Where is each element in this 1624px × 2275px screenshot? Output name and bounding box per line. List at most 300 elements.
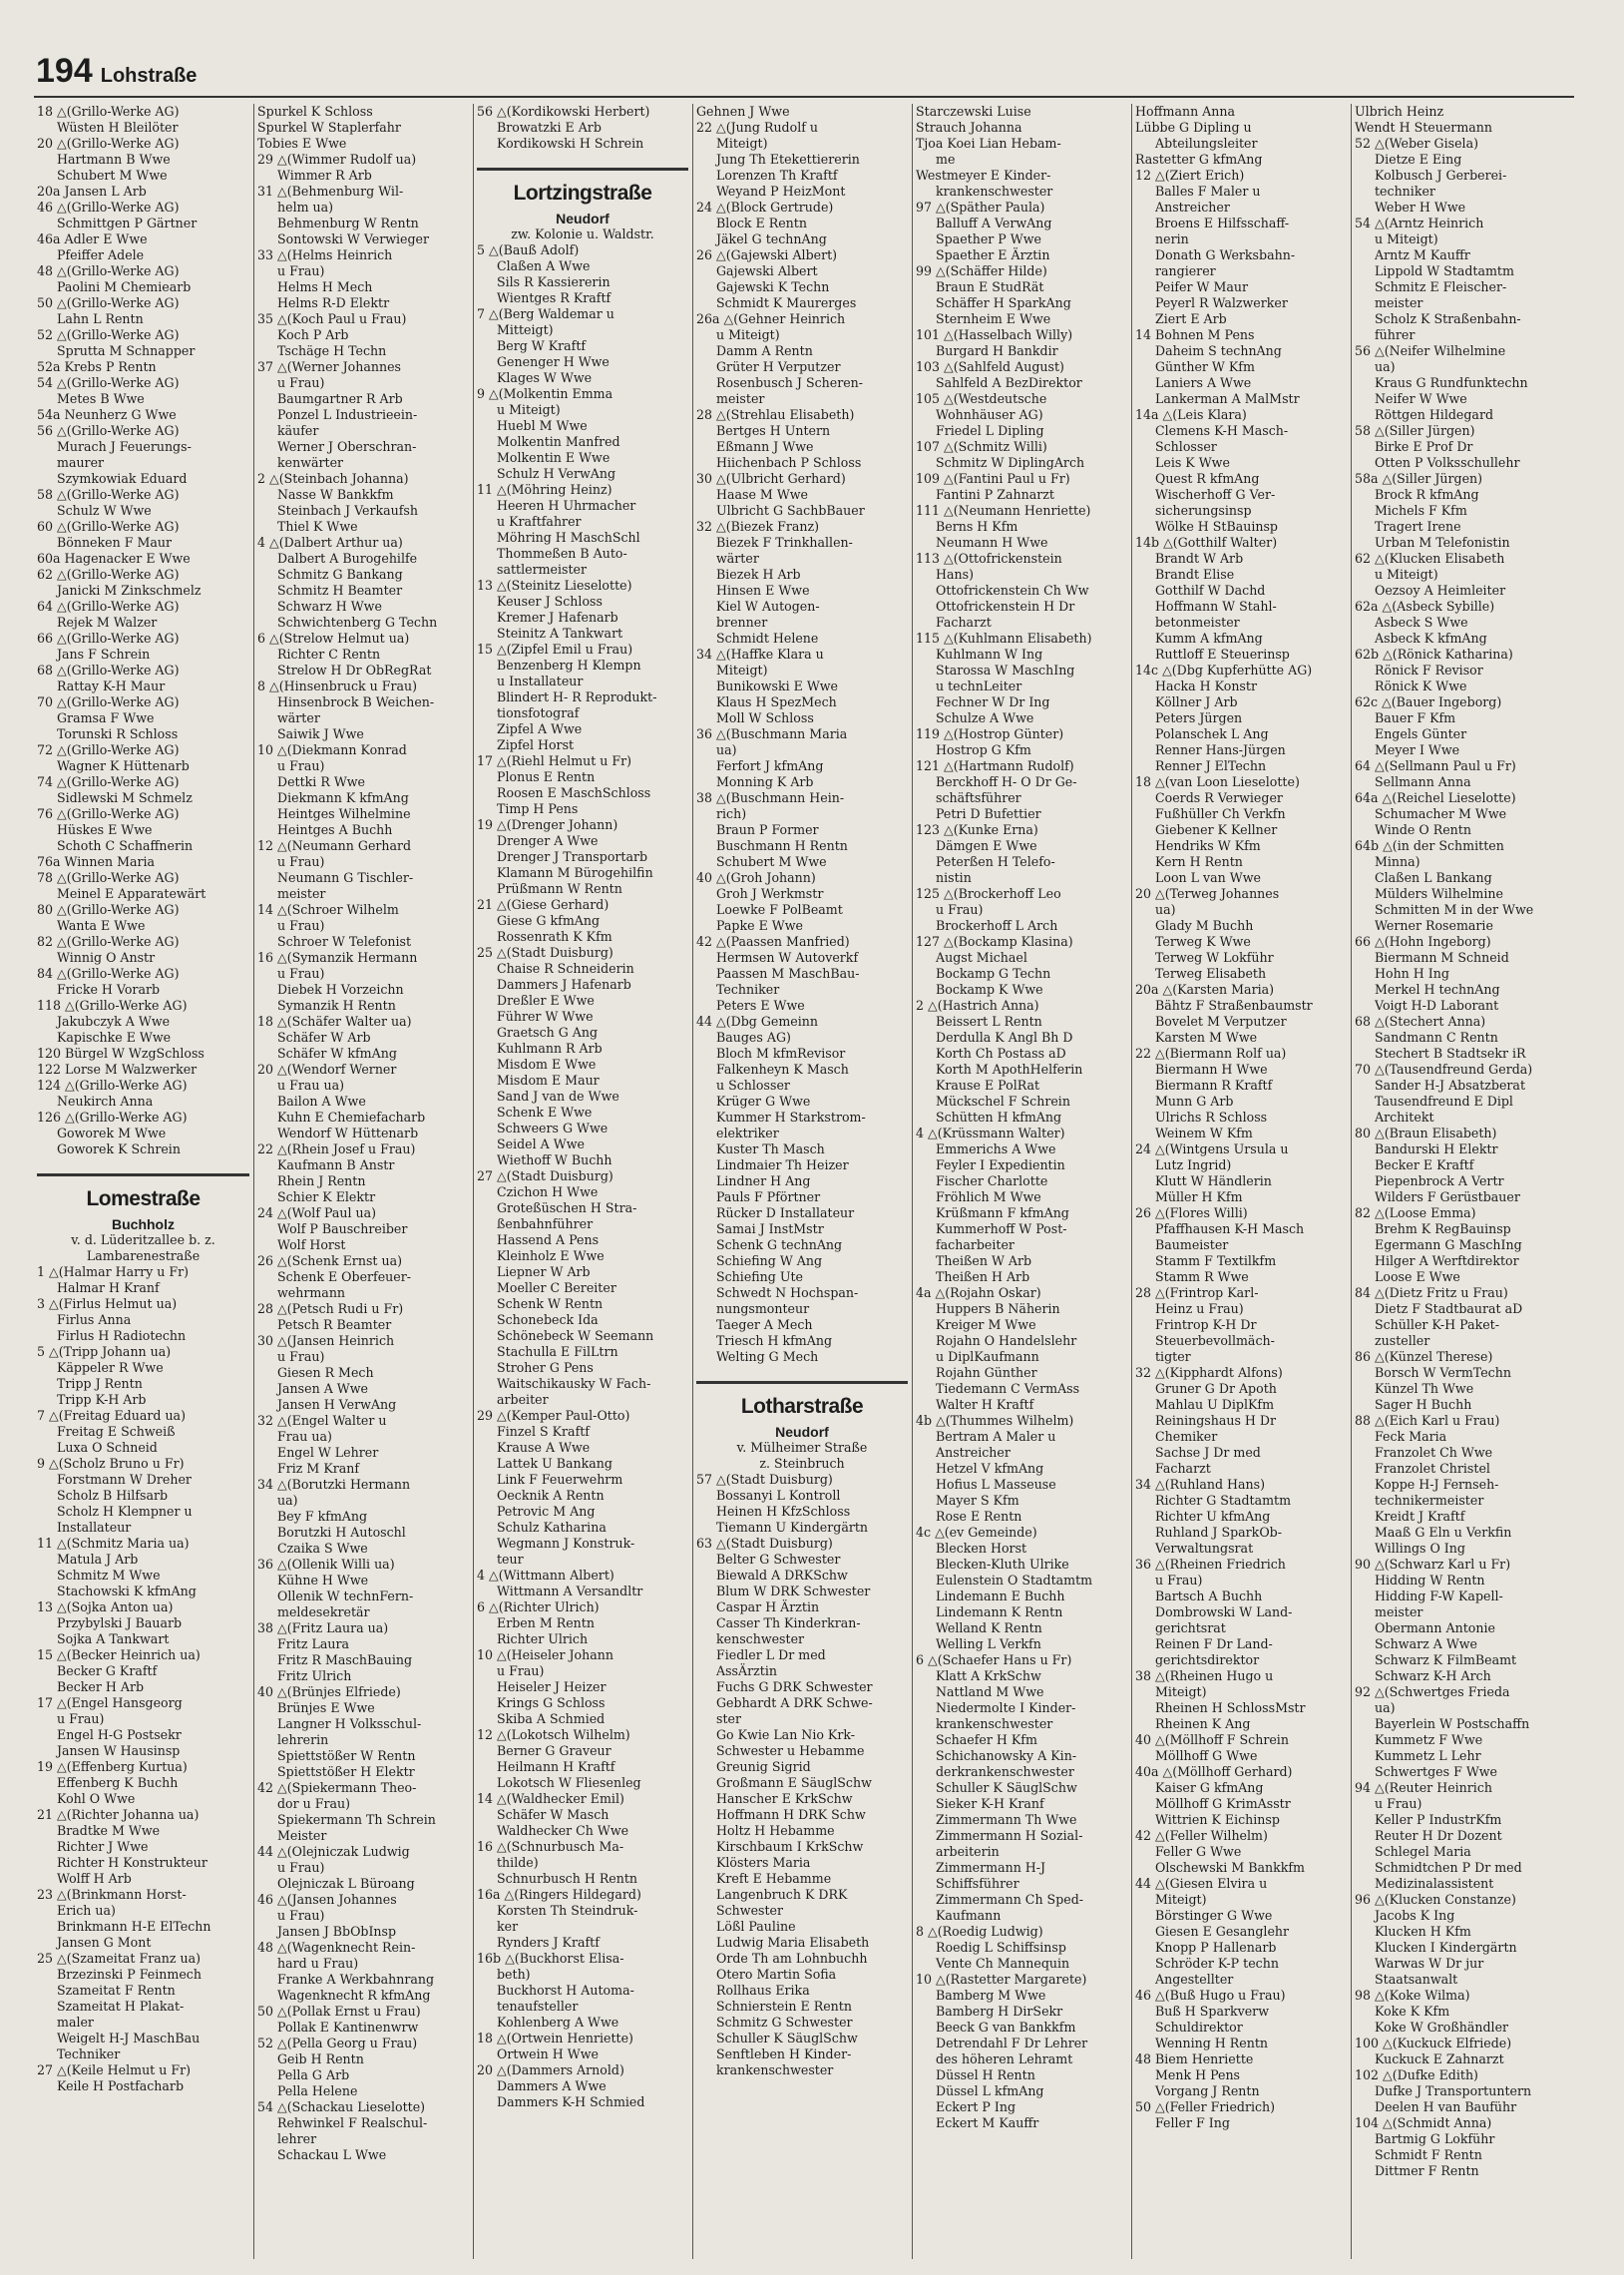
resident-entry: u Miteigt) [1375, 567, 1438, 582]
resident-entry: Schwertges F Wwe [1375, 1764, 1498, 1779]
resident-entry: wärter [716, 551, 759, 566]
resident-entry: Metes B Wwe [57, 391, 145, 406]
resident-entry: krankenschwester [716, 2062, 834, 2077]
resident-entry: Wimmer R Arb [277, 168, 372, 183]
resident-entry: u technLeiter [936, 679, 1022, 693]
resident-entry: Fischer Charlotte [936, 1173, 1048, 1188]
resident-entry: Lindemann E Buchh [936, 1589, 1065, 1603]
resident-entry: Schaefer H Kfm [936, 1732, 1037, 1747]
resident-entry: Schröder K-P techn [1155, 1956, 1279, 1971]
resident-entry: Mülders Wilhelmine [1375, 886, 1503, 901]
resident-entry: Molkentin E Wwe [497, 450, 610, 465]
resident-entry: Senftleben H Kinder- [716, 2047, 852, 2061]
house-entry: 50 △(Feller Friedrich) [1135, 2099, 1276, 2114]
resident-entry: brenner [716, 615, 768, 630]
resident-entry: Link F Feuerwehrm [497, 1472, 623, 1487]
directory-column-4 [692, 104, 912, 2259]
resident-entry: Winde O Rentn [1375, 822, 1471, 837]
resident-entry: Medizinalassistent [1375, 1876, 1494, 1891]
house-entry: 40 △(Möllhoff F Schrein [1135, 1732, 1289, 1747]
resident-entry: krankenschwester [936, 184, 1053, 199]
resident-entry: Kirschbaum I KrkSchw [716, 1839, 864, 1854]
resident-entry: Wientges R Kraftf [497, 290, 611, 305]
resident-entry: nungsmonteur [716, 1301, 810, 1316]
resident-entry: Reiningshaus H Dr [1155, 1413, 1277, 1428]
house-entry: 64b △(in der Schmitten [1355, 838, 1504, 853]
resident-entry: Giebener K Kellner [1155, 822, 1278, 837]
resident-entry: Langenbruch K DRK [716, 1887, 848, 1902]
resident-entry: Fritz Laura [277, 1636, 349, 1651]
resident-entry: Düssel H Rentn [936, 2067, 1035, 2082]
resident-entry: Brandt W Arb [1155, 551, 1244, 566]
directory-column-6 [1131, 104, 1351, 2259]
page-header [36, 52, 197, 96]
resident-entry: Schnurbusch H Rentn [497, 1871, 638, 1886]
resident-entry: Bähtz F Straßenbaumstr [1155, 998, 1313, 1013]
resident-entry: Spaether P Wwe [936, 231, 1041, 246]
resident-entry: Sontowski W Verwieger [277, 231, 430, 246]
resident-entry: Schier K Elektr [277, 1189, 376, 1204]
resident-entry: Tripp K-H Arb [57, 1392, 147, 1407]
resident-entry: Biewald A DRKSchw [716, 1568, 848, 1583]
resident-entry: Welling L Verkfn [936, 1636, 1041, 1651]
resident-entry: meister [716, 391, 765, 406]
resident-entry: Gruner G Dr Apoth [1155, 1381, 1277, 1396]
resident-entry: Schmitz H Beamter [277, 583, 403, 598]
resident-entry: Biermann M Schneid [1375, 950, 1509, 965]
resident-entry: Taeger A Mech [716, 1317, 813, 1332]
resident-entry: Glady M Buchh [1155, 918, 1254, 933]
house-entry: 25 △(Szameitat Franz ua) [37, 1951, 202, 1966]
resident-entry: Klages W Wwe [497, 370, 593, 385]
street-location: v. Mülheimer Straße [736, 1440, 868, 1455]
directory-column-2 [253, 104, 473, 2259]
resident-entry: Keuser J Schloss [497, 594, 603, 609]
resident-entry: Schäffer H SparkAng [936, 295, 1071, 310]
house-entry: 96 △(Klucken Constanze) [1355, 1892, 1516, 1907]
resident-entry: ster [716, 1711, 741, 1726]
house-entry: 26 △(Gajewski Albert) [696, 247, 838, 262]
house-entry: 13 △(Sojka Anton ua) [37, 1599, 174, 1614]
house-entry: 56 △(Kordikowski Herbert) [477, 104, 650, 119]
resident-entry: nistin [936, 870, 972, 885]
house-entry: 18 △(van Loon Lieselotte) [1135, 774, 1300, 789]
house-entry: 16 △(Symanzik Hermann [257, 950, 418, 965]
resident-entry: Samai J InstMstr [716, 1221, 824, 1236]
resident-entry: Weinem W Kfm [1155, 1126, 1253, 1140]
resident-entry: Dammers J Hafenarb [497, 977, 631, 992]
resident-entry: Pauls F Pförtner [716, 1189, 821, 1204]
resident-entry: Klamann M Bürogehilfin [497, 865, 653, 880]
resident-entry: Günther W Kfm [1155, 359, 1255, 374]
resident-entry: Eßmann J Wwe [716, 439, 814, 454]
resident-entry: Hidding F-W Kapell- [1375, 1589, 1503, 1603]
house-entry: 46 △(Grillo-Werke AG) [37, 200, 180, 215]
resident-entry: arbeiter [497, 1392, 549, 1407]
resident-entry: Fuchs G DRK Schwester [716, 1679, 873, 1694]
house-entry: 94 △(Reuter Heinrich [1355, 1780, 1492, 1795]
house-entry: 68 △(Stechert Anna) [1355, 1014, 1486, 1029]
house-entry: 82 △(Loose Emma) [1355, 1205, 1476, 1220]
resident-entry: Lindner H Ang [716, 1173, 811, 1188]
resident-entry: Prüßmann W Rentn [497, 881, 622, 896]
resident-entry: Otten P Volksschullehr [1375, 455, 1520, 470]
house-entry: 38 △(Rheinen Hugo u [1135, 1668, 1274, 1683]
resident-entry: Fröhlich M Wwe [936, 1189, 1041, 1204]
house-entry: 18 △(Ortwein Henriette) [477, 2031, 633, 2046]
house-entry: 40a △(Möllhoff Gerhard) [1135, 1764, 1293, 1779]
house-entry: 62b △(Rönick Katharina) [1355, 647, 1513, 662]
resident-entry: Biezek H Arb [716, 567, 801, 582]
house-entry: 23 △(Brinkmann Horst- [37, 1887, 187, 1902]
resident-entry: Rollhaus Erika [716, 1983, 810, 1998]
house-entry: 54a Neunherz G Wwe [37, 407, 177, 422]
resident-entry: Becker H Arb [57, 1679, 145, 1694]
resident-entry: Szymkowiak Eduard [57, 471, 188, 486]
house-entry: 52 △(Grillo-Werke AG) [37, 327, 180, 342]
resident-entry: Schenk E Oberfeuer- [277, 1269, 411, 1284]
resident-entry: Weber H Wwe [1375, 200, 1466, 215]
resident-entry: Schulz W Wwe [57, 503, 152, 518]
resident-entry: Künzel Th Wwe [1375, 1381, 1474, 1396]
resident-entry: Jacobs K Ing [1375, 1908, 1455, 1923]
resident-entry: Schmitz G Bankang [277, 567, 403, 582]
resident-entry: Rhein J Rentn [277, 1173, 366, 1188]
resident-entry: Brzezinski P Feinmech [57, 1967, 202, 1982]
house-entry: 78 △(Grillo-Werke AG) [37, 870, 180, 885]
resident-entry: u Miteigt) [716, 327, 780, 342]
resident-entry: Kraus G Rundfunktechn [1375, 375, 1528, 390]
resident-entry: Brandt Elise [1155, 567, 1235, 582]
resident-entry: Kummetz F Wwe [1375, 1732, 1483, 1747]
resident-entry: Mayer S Kfm [936, 1493, 1019, 1508]
resident-entry: derkrankenschwester [936, 1764, 1074, 1779]
resident-entry: Finzel S Kraftf [497, 1424, 590, 1439]
resident-entry: tigter [1155, 1349, 1191, 1364]
resident-entry: Blindert H- R Reprodukt- [497, 689, 657, 704]
resident-entry: Jansen J BbObInsp [277, 1924, 397, 1939]
resident-entry: sicherungsinsp [1155, 503, 1252, 518]
house-entry: 4 △(Wittmann Albert) [477, 1568, 614, 1583]
resident-entry: Merkel H technAng [1375, 982, 1500, 997]
house-entry: 5 △(Tripp Johann ua) [37, 1344, 172, 1359]
resident-entry: Pella G Arb [277, 2067, 350, 2082]
columns-container [34, 104, 1576, 2259]
house-entry: 54 △(Arntz Heinrich [1355, 216, 1484, 230]
resident-entry: Fritz R MaschBauing [277, 1652, 413, 1667]
resident-entry: maler [57, 2015, 94, 2030]
house-entry: 2 △(Hastrich Anna) [916, 998, 1039, 1013]
resident-entry: Schäfer W Masch [497, 1807, 609, 1822]
resident-entry: Rosenbusch J Scheren- [716, 375, 864, 390]
resident-entry: techniker [1375, 184, 1435, 199]
house-entry: 48 △(Wagenknecht Rein- [257, 1940, 416, 1955]
house-entry: 14 △(Schroer Wilhelm [257, 902, 399, 917]
resident-entry: Obermann Antonie [1375, 1620, 1495, 1635]
resident-entry: Warwas W Dr jur [1375, 1956, 1484, 1971]
resident-entry: Hoffmann W Stahl- [1155, 599, 1277, 614]
resident-entry: Niedermolte I Kinder- [936, 1700, 1076, 1715]
house-entry: 4b △(Thummes Wilhelm) [916, 1413, 1074, 1428]
resident-entry: Schiefing W Ang [716, 1253, 823, 1268]
house-entry: 46 △(Buß Hugo u Frau) [1135, 1988, 1286, 2003]
resident-entry: Genenger H Wwe [497, 354, 609, 369]
house-entry: 4 △(Dalbert Arthur ua) [257, 535, 403, 550]
house-entry: 26 △(Schenk Ernst ua) [257, 1253, 403, 1268]
resident-entry: Kuster Th Masch [716, 1141, 825, 1156]
resident-entry: Richter G Stadtamtm [1155, 1493, 1292, 1508]
resident-entry: Terweg Elisabeth [1155, 966, 1267, 981]
house-entry: 66 △(Hohn Ingeborg) [1355, 934, 1491, 949]
resident-entry: Jansen A Wwe [277, 1381, 368, 1396]
house-entry: 22 △(Jung Rudolf u [696, 120, 819, 135]
resident-entry: Stamm F Textilkfm [1155, 1253, 1277, 1268]
resident-entry: Architekt [1375, 1110, 1434, 1125]
house-entry: 104 △(Schmidt Anna) [1355, 2115, 1492, 2130]
resident-entry: Werner J Oberschran- [277, 439, 417, 454]
resident-entry: Rejek M Walzer [57, 615, 158, 630]
resident-entry: Verwaltungsrat [1155, 1541, 1254, 1556]
resident-entry: Chemiker [1155, 1429, 1218, 1444]
resident-entry: Firlus H Radiotechn [57, 1328, 187, 1343]
resident-entry: Holtz H Hebamme [716, 1823, 835, 1838]
house-entry: 74 △(Grillo-Werke AG) [37, 774, 180, 789]
resident-entry: Szameitat F Rentn [57, 1983, 176, 1998]
house-entry: 119 △(Hostrop Günter) [916, 726, 1064, 741]
resident-entry: Biezek F Trinkhallen- [716, 535, 853, 550]
house-entry: 29 △(Kemper Paul-Otto) [477, 1408, 630, 1423]
house-entry: 15 △(Becker Heinrich ua) [37, 1647, 201, 1662]
resident-entry: Rehwinkel F Realschul- [277, 2115, 428, 2130]
house-entry: Wendt H Steuermann [1355, 120, 1492, 135]
resident-entry: hard u Frau) [277, 1956, 359, 1971]
resident-entry: Emmerichs A Wwe [936, 1141, 1056, 1156]
resident-entry: Asbeck K kfmAng [1375, 631, 1487, 646]
resident-entry: Wenning H Rentn [1155, 2036, 1268, 2050]
resident-entry: Thommeßen B Auto- [497, 546, 627, 561]
resident-entry: Berns H Kfm [936, 519, 1018, 534]
resident-entry: Burgard H Bankdir [936, 343, 1058, 358]
resident-entry: Frau ua) [277, 1429, 332, 1444]
resident-entry: Borutzki H Autoschl [277, 1525, 406, 1540]
house-entry: 46a Adler E Wwe [37, 231, 148, 246]
resident-entry: Freitag E Schweiß [57, 1424, 176, 1439]
resident-entry: Block E Rentn [716, 216, 807, 230]
house-entry: 6 △(Strelow Helmut ua) [257, 631, 410, 646]
house-entry: Gehnen J Wwe [696, 104, 790, 119]
resident-entry: Schwedt N Hochspan- [716, 1285, 859, 1300]
house-entry: 70 △(Tausendfreund Gerda) [1355, 1062, 1533, 1077]
house-entry: 42 △(Feller Wilhelm) [1135, 1828, 1268, 1843]
resident-entry: Sellmann Anna [1375, 774, 1471, 789]
house-entry: 28 △(Petsch Rudi u Fr) [257, 1301, 404, 1316]
resident-entry: Greunig Sigrid [716, 1759, 811, 1774]
resident-entry: Heilmann H Kraftf [497, 1759, 615, 1774]
house-entry: 24 △(Wolf Paul ua) [257, 1205, 377, 1220]
resident-entry: Keile H Postfacharb [57, 2078, 185, 2093]
resident-entry: thilde) [497, 1855, 539, 1870]
house-entry: 28 △(Strehlau Elisabeth) [696, 407, 855, 422]
resident-entry: nerin [1155, 231, 1189, 246]
resident-entry: Bartmig G Lokführ [1375, 2131, 1495, 2146]
house-entry: 14a △(Leis Klara) [1135, 407, 1247, 422]
resident-entry: Caspar H Ärztin [716, 1599, 820, 1614]
page-number: 194 [36, 52, 93, 90]
house-entry: 44 △(Dbg Gemeinn [696, 1014, 819, 1029]
resident-entry: Abteilungsleiter [1155, 136, 1258, 151]
resident-entry: Kuhn E Chemiefacharb [277, 1110, 426, 1125]
directory-column-5 [912, 104, 1131, 2259]
resident-entry: Neifer W Wwe [1375, 391, 1467, 406]
resident-entry: Grüter H Verputzer [716, 359, 841, 374]
resident-entry: Schmidt Helene [716, 631, 819, 646]
resident-entry: elektriker [716, 1126, 779, 1140]
resident-entry: Terweg K Wwe [1155, 934, 1251, 949]
resident-entry: Geib H Rentn [277, 2051, 364, 2066]
resident-entry: ker [497, 1919, 519, 1934]
house-entry: 17 △(Engel Hansgeorg [37, 1695, 183, 1710]
resident-entry: Hohn H Ing [1375, 966, 1449, 981]
resident-entry: Blecken Horst [936, 1541, 1027, 1556]
house-entry: 60a Hagenacker E Wwe [37, 551, 191, 566]
house-entry: 40 △(Groh Johann) [696, 870, 816, 885]
resident-entry: schäftsführer [936, 790, 1021, 805]
resident-entry: Schmitz W DiplingArch [936, 455, 1085, 470]
resident-entry: Klatt A KrkSchw [936, 1668, 1041, 1683]
resident-entry: Wegmann J Konstruk- [497, 1536, 635, 1551]
resident-entry: Groh J Werkmstr [716, 886, 824, 901]
street-location: Lambarenestraße [86, 1248, 201, 1263]
resident-entry: Ruttloff E Steuerinsp [1155, 647, 1290, 662]
resident-entry: Peterßen H Telefo- [936, 854, 1055, 869]
resident-entry: gerichtsdirektor [1155, 1652, 1260, 1667]
resident-entry: Knopp P Hallenarb [1155, 1940, 1277, 1955]
resident-entry: Ruhland J SparkOb- [1155, 1525, 1282, 1540]
resident-entry: u Frau ua) [277, 1078, 345, 1093]
resident-entry: Molkentin Manfred [497, 434, 620, 449]
resident-entry: Hinsenbrock B Weichen- [277, 694, 435, 709]
resident-entry: Hans) [936, 567, 974, 582]
house-entry: 34 △(Haffke Klara u [696, 647, 824, 662]
resident-entry: Wittrien K Eichinsp [1155, 1812, 1280, 1827]
resident-entry: Möllhoff G Wwe [1155, 1748, 1258, 1763]
house-entry: 54 △(Grillo-Werke AG) [37, 375, 180, 390]
resident-entry: Korth Ch Postass aD [936, 1046, 1066, 1061]
resident-entry: Lattek U Bankang [497, 1456, 612, 1471]
resident-entry: Schonebeck Ida [497, 1312, 599, 1327]
resident-entry: Schmidtchen P Dr med [1375, 1860, 1522, 1875]
resident-entry: Schweers G Wwe [497, 1121, 609, 1136]
resident-entry: Schwester u Hebamme [716, 1743, 865, 1758]
resident-entry: Fiedler L Dr med [716, 1647, 826, 1662]
resident-entry: Jans F Schrein [57, 647, 151, 662]
house-entry: 36 △(Rheinen Friedrich [1135, 1557, 1286, 1572]
resident-entry: Thiel K Wwe [277, 519, 358, 534]
resident-entry: Richter H Konstrukteur [57, 1855, 207, 1870]
house-entry: 18 △(Schäfer Walter ua) [257, 1014, 412, 1029]
resident-entry: Effenberg K Buchh [57, 1775, 179, 1790]
resident-entry: Käppeler R Wwe [57, 1360, 164, 1375]
resident-entry: facharbeiter [936, 1237, 1015, 1252]
resident-entry: Bloch M kfmRevisor [716, 1046, 846, 1061]
resident-entry: Skiba A Schmied [497, 1711, 606, 1726]
resident-entry: Kapischke E Wwe [57, 1030, 172, 1045]
resident-entry: Hostrop G Kfm [936, 742, 1031, 757]
house-entry: 70 △(Grillo-Werke AG) [37, 694, 180, 709]
resident-entry: Miteigt) [1155, 1892, 1207, 1907]
street-location: zw. Kolonie u. Waldstr. [511, 227, 654, 241]
resident-entry: Buschmann H Rentn [716, 838, 848, 853]
resident-entry: Hinsen E Wwe [716, 583, 810, 598]
resident-entry: Lindemann K Rentn [936, 1604, 1063, 1619]
resident-entry: Drenger A Wwe [497, 833, 599, 848]
resident-entry: u Frau) [1375, 1796, 1422, 1811]
house-entry: 11 △(Möhring Heinz) [477, 482, 612, 497]
house-entry: 19 △(Drenger Johann) [477, 817, 618, 832]
resident-entry: Miteigt) [716, 136, 768, 151]
resident-entry: kenschwester [716, 1631, 805, 1646]
resident-entry: Winnig O Anstr [57, 950, 156, 965]
resident-entry: Polanschek L Ang [1155, 726, 1269, 741]
house-entry: 20a △(Karsten Maria) [1135, 982, 1275, 997]
resident-entry: sattlermeister [497, 562, 588, 577]
resident-entry: Bartsch A Buchh [1155, 1589, 1263, 1603]
resident-entry: Blum W DRK Schwester [716, 1584, 871, 1598]
resident-entry: Kummer H Starkstrom- [716, 1110, 866, 1125]
resident-entry: Biermann R Kraftf [1155, 1078, 1273, 1093]
header-rule [34, 96, 1574, 98]
house-entry: 62 △(Grillo-Werke AG) [37, 567, 180, 582]
house-entry: 111 △(Neumann Henriette) [916, 503, 1091, 518]
resident-entry: Loose E Wwe [1375, 1269, 1460, 1284]
resident-entry: Bauer F Kfm [1375, 710, 1456, 725]
resident-entry: Sahlfeld A BezDirektor [936, 375, 1082, 390]
resident-entry: Kremer J Hafenarb [497, 610, 618, 625]
district-name: Neudorf [556, 211, 609, 227]
resident-entry: Dammers A Wwe [497, 2078, 607, 2093]
resident-entry: Wölke H StBauinsp [1155, 519, 1278, 534]
resident-entry: Peifer W Maur [1155, 279, 1249, 294]
resident-entry: Krüger G Wwe [716, 1094, 811, 1109]
resident-entry: tenaufsteller [497, 1999, 579, 2014]
resident-entry: Huebl M Wwe [497, 418, 588, 433]
resident-entry: betonmeister [1155, 615, 1240, 630]
resident-entry: Schuldirektor [1155, 2020, 1243, 2035]
house-entry: 124 △(Grillo-Werke AG) [37, 1078, 188, 1093]
resident-entry: Hartmann B Wwe [57, 152, 171, 167]
resident-entry: Schmitz M Wwe [57, 1568, 161, 1583]
house-entry: 63 △(Stadt Duisburg) [696, 1536, 833, 1551]
resident-entry: Braun P Former [716, 822, 819, 837]
resident-entry: Anstreicher [936, 1445, 1011, 1460]
resident-entry: u Installateur [497, 674, 584, 688]
resident-entry: Bradtke M Wwe [57, 1823, 161, 1838]
resident-entry: Stechert B Stadtsekr iR [1375, 1046, 1526, 1061]
resident-entry: Daheim S technAng [1155, 343, 1282, 358]
resident-entry: Kuckuck E Zahnarzt [1375, 2051, 1504, 2066]
house-entry: 16 △(Schnurbusch Ma- [477, 1839, 624, 1854]
resident-entry: Sojka A Tankwart [57, 1631, 170, 1646]
resident-entry: Loon L van Wwe [1155, 870, 1261, 885]
house-entry: 84 △(Grillo-Werke AG) [37, 966, 180, 981]
resident-entry: Nasse W Bankkfm [277, 487, 394, 502]
resident-entry: meister [1375, 1604, 1423, 1619]
resident-entry: Krause A Wwe [497, 1440, 591, 1455]
resident-entry: Kreiger M Wwe [936, 1317, 1036, 1332]
resident-entry: u Frau) [277, 918, 325, 933]
house-entry: 8 △(Roedig Ludwig) [916, 1924, 1043, 1939]
resident-entry: Bandurski H Elektr [1375, 1141, 1498, 1156]
